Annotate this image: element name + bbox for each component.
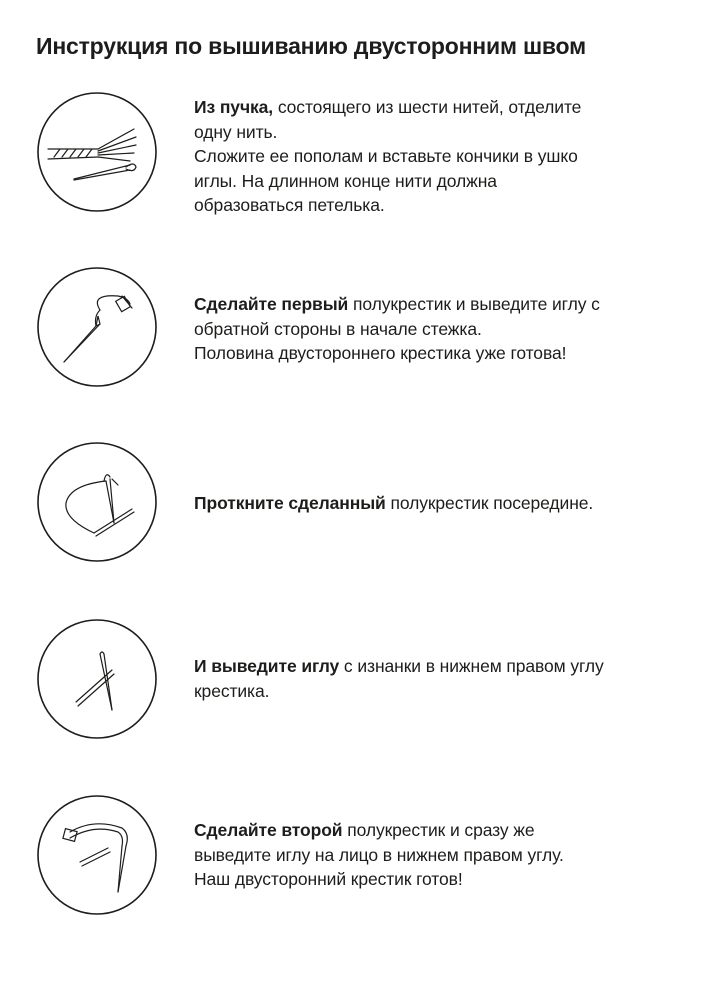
step-3	[0, 441, 705, 591]
step-1-line-2: Сложите ее пополам и вставьте кончики в ушко	[194, 146, 578, 166]
needle-through-stitch-icon	[36, 441, 158, 563]
step-4-bold: И выведите иглу	[194, 656, 340, 676]
step-5	[0, 794, 705, 944]
first-half-cross-icon	[36, 266, 158, 388]
step-2-rest: полукрестик и выведите иглу с	[348, 294, 600, 314]
step-4-text	[194, 654, 684, 703]
step-3-text	[194, 491, 684, 516]
step-1	[0, 91, 705, 241]
step-3-bold: Проткните сделанный	[194, 493, 386, 513]
step-5-bold: Сделайте второй	[194, 820, 343, 840]
needle-out-corner-icon	[36, 618, 158, 740]
step-2-bold: Сделайте первый	[194, 294, 349, 314]
step-4-line-1: крестика.	[194, 680, 270, 701]
step-1-bold: Из пучка,	[194, 97, 274, 117]
step-1-rest: состоящего из шести нитей, отделите	[273, 97, 582, 117]
step-5-line-2: Наш двусторонний крестик готов!	[194, 869, 463, 889]
step-1-line-3: иглы. На длинном конце нити должна	[194, 170, 497, 191]
step-2-line-2: Половина двустороннего крестика уже готова!	[194, 343, 567, 363]
page-title: Инструкция по вышиванию двусторонним швом	[36, 33, 586, 59]
step-2-line-1: обратной стороны в начале стежка.	[194, 318, 482, 339]
step-1-text	[194, 95, 684, 218]
step-2	[0, 266, 705, 416]
step-1-line-4: образоваться петелька.	[194, 195, 385, 215]
thread-and-needle-icon	[36, 91, 158, 213]
step-3-rest: полукрестик посередине.	[385, 493, 594, 513]
step-1-line-1: одну нить.	[194, 121, 278, 142]
step-5-rest: полукрестик и сразу же	[342, 820, 535, 840]
step-5-text	[194, 818, 684, 892]
second-half-cross-icon	[36, 794, 158, 916]
step-2-text	[194, 292, 684, 366]
step-4-rest: с изнанки в нижнем правом углу	[339, 656, 604, 676]
step-5-line-1: выведите иглу на лицо в нижнем правом углу.	[194, 844, 564, 865]
step-4	[0, 618, 705, 768]
